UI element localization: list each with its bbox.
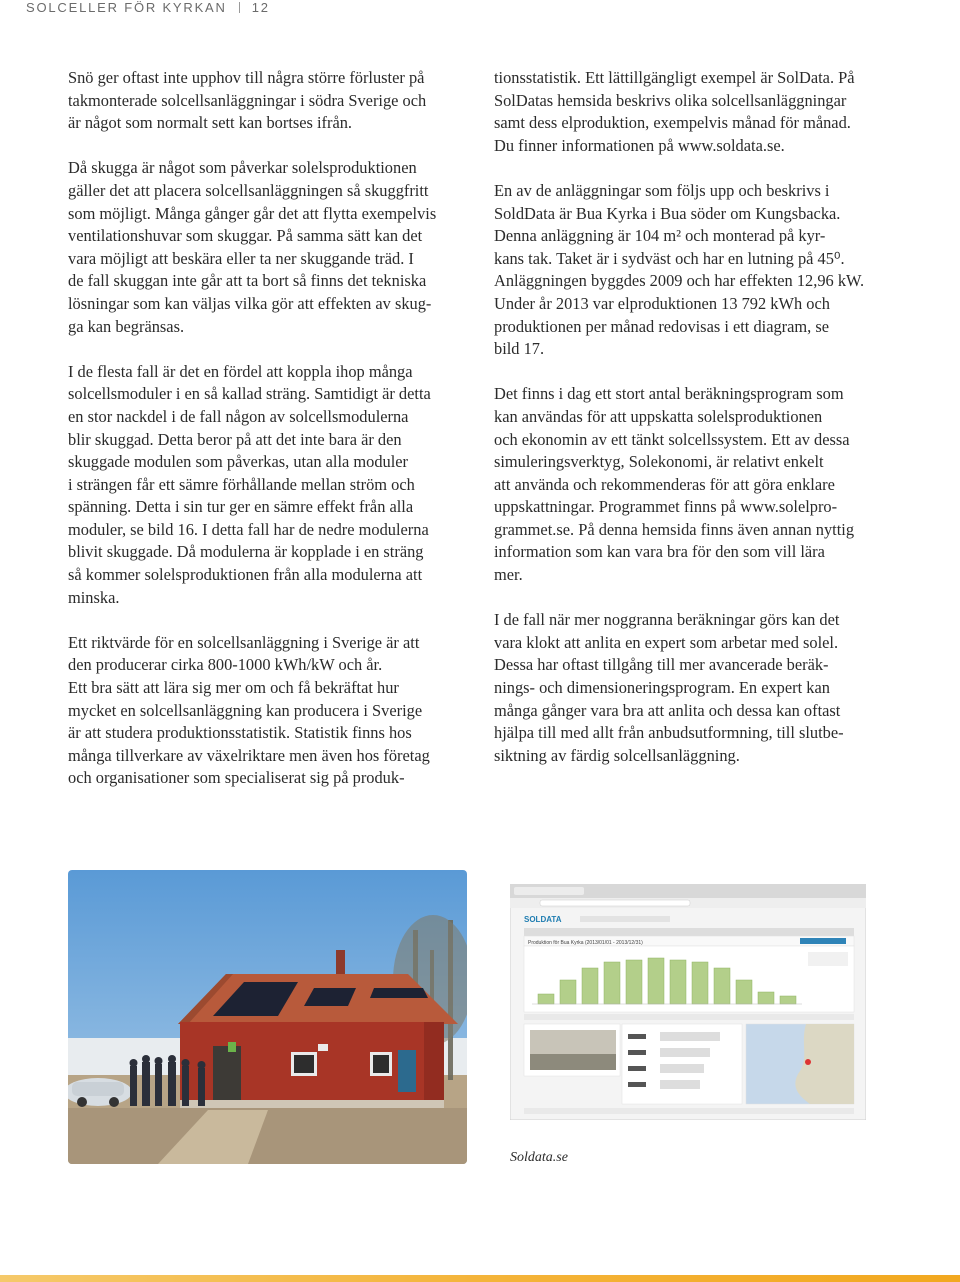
- bottom-accent-bar: [0, 1275, 960, 1282]
- text-line: simuleringsverktyg, Solekonomi, är relativt enkelt: [494, 452, 824, 472]
- text-line: information som kan vara bra för den som vill lära: [494, 542, 825, 562]
- text-line: Ett bra sätt att lära sig mer om och få bekräftat hur: [68, 678, 399, 698]
- text-line: är något som normalt sett kan bortses ifrån.: [68, 113, 353, 133]
- text-line: Snö ger oftast inte upphov till några större förluster på: [68, 68, 425, 87]
- church-illustration: [68, 870, 467, 1164]
- right-paragraph-3: [494, 383, 904, 586]
- text-line: solcellsmoduler i en så kallad sträng. Samtidigt är detta: [68, 384, 431, 404]
- text-line: Då skugga är något som påverkar solelsproduktionen: [68, 158, 417, 178]
- text-line: I de fall när mer noggranna beräkningar görs kan det: [494, 610, 840, 630]
- text-line: blir skuggad. Detta beror på att det inte bara är den: [68, 429, 402, 449]
- text-line: siktning av färdig solcellsanläggning.: [494, 745, 740, 765]
- text-line: en stor nackdel i de fall någon av solcellsmodulerna: [68, 406, 409, 426]
- right-text-column: [494, 67, 904, 790]
- text-line: de fall skuggan inte går att ta bort så finns det tekniska: [68, 271, 427, 291]
- left-paragraph-2: [68, 157, 478, 338]
- left-paragraph-1: [68, 67, 478, 135]
- text-line: Du finner informationen på www.soldata.se.: [494, 135, 785, 155]
- text-line: som möjligt. Många gånger går det att flytta exempelvis: [68, 203, 437, 223]
- text-line: skuggade modulen som påverkas, utan alla moduler: [68, 452, 409, 472]
- text-line: är att studera produktionsstatistik. Statistik finns hos: [68, 723, 412, 743]
- soldata-chart-heading: Produktion för Bua Kyrka (2013/01/01 - 2013/12/31): [528, 940, 643, 946]
- text-line: mer.: [494, 565, 523, 585]
- text-line: SoldData är Bua Kyrka i Bua söder om Kungsbacka.: [494, 203, 841, 223]
- text-line: Under år 2013 var elproduktionen 13 792 kWh och: [494, 293, 830, 313]
- text-line: gäller det att placera solcellsanläggningen så skuggfritt: [68, 180, 429, 200]
- text-line: I de flesta fall är det en fördel att koppla ihop många: [68, 361, 413, 381]
- left-paragraph-3: [68, 361, 478, 610]
- text-line: Det finns i dag ett stort antal beräkningsprogram som: [494, 384, 844, 404]
- text-line: många tillverkare av växelriktare men även hos företag: [68, 745, 430, 765]
- text-line: Dessa har oftast tillgång till mer avancerade beräk-: [494, 655, 829, 675]
- image-caption: Soldata.se: [510, 1150, 568, 1165]
- right-paragraph-4: [494, 609, 904, 767]
- text-line: spänning. Detta i sin tur ger en sämre effekt från alla: [68, 497, 414, 517]
- left-paragraph-4: [68, 632, 478, 790]
- text-line: Anläggningen byggdes 2009 och har effekten 12,96 kW.: [494, 271, 865, 291]
- text-line: blivit skuggade. Då modulerna är kopplade i en sträng: [68, 542, 424, 562]
- header-separator: [239, 2, 240, 13]
- text-line: att använda och rekommenderas för att göra enklare: [494, 474, 835, 494]
- right-paragraph-1: [494, 67, 904, 157]
- text-line: grammet.se. På denna hemsida finns även annan nyttig: [494, 519, 855, 539]
- text-line: nings- och dimensioneringsprogram. En expert kan: [494, 678, 830, 698]
- text-line: hjälpa till med allt från anbudsutformning, till slutbe-: [494, 723, 844, 743]
- text-line: takmonterade solcellsanläggningar i södra Sverige och: [68, 90, 427, 110]
- right-paragraph-2: [494, 180, 904, 361]
- text-line: mycket en solcellsanläggning kan producera i Sverige: [68, 700, 423, 720]
- soldata-logo: SOLDATA: [524, 915, 562, 924]
- text-line: många gånger vara bra att anlita och dessa kan oftast: [494, 700, 841, 720]
- text-line: och organisationer som specialiserat sig på produk-: [68, 768, 405, 788]
- text-line: kans tak. Taket är i sydväst och har en lutning på 45⁰.: [494, 248, 845, 268]
- text-line: Ett riktvärde för en solcellsanläggning i Sverige är att: [68, 632, 420, 652]
- text-line: moduler, se bild 16. I detta fall har de nedre modulerna: [68, 519, 429, 539]
- text-line: lösningar som kan väljas vilka gör att effekten av skug-: [68, 293, 432, 313]
- text-line: minska.: [68, 587, 120, 607]
- text-line: Denna anläggning är 104 m² och monterad på kyr-: [494, 226, 826, 246]
- running-header: [26, 0, 270, 14]
- text-line: bild 17.: [494, 339, 545, 359]
- text-line: SolDatas hemsida beskrivs olika solcellsanläggningar: [494, 90, 847, 110]
- text-line: och ekonomin av ett tänkt solcellssystem. Ett av dessa: [494, 429, 850, 449]
- left-text-column: [68, 67, 478, 813]
- text-line: ga kan begränsas.: [68, 316, 185, 336]
- text-line: så kommer solelsproduktionen från alla modulerna att: [68, 565, 423, 585]
- soldata-website-illustration: [510, 884, 866, 1120]
- text-line: ventilationshuvar som skuggar. På samma sätt kan det: [68, 226, 423, 246]
- text-line: En av de anläggningar som följs upp och beskrivs i: [494, 180, 830, 200]
- text-line: uppskattningar. Programmet finns på www.solelpro-: [494, 497, 838, 517]
- text-line: vara klokt att anlita en expert som arbetar med solel.: [494, 632, 839, 652]
- soldata-screenshot: [510, 884, 866, 1120]
- church-solar-photo: [68, 870, 467, 1164]
- text-line: kan användas för att uppskatta solelsproduktionen: [494, 406, 823, 426]
- page-number: 12: [251, 0, 270, 15]
- text-line: produktionen per månad redovisas i ett diagram, se: [494, 316, 829, 336]
- text-line: i strängen får ett sämre förhållande mellan ström och: [68, 474, 415, 494]
- text-line: vara möjligt att beskära eller ta ner skuggande träd. I: [68, 248, 414, 268]
- text-line: samt dess elproduktion, exempelvis månad för månad.: [494, 113, 851, 133]
- header-title: SOLCELLER FÖR KYRKAN: [26, 0, 227, 15]
- text-line: tionsstatistik. Ett lättillgängligt exempel är SolData. På: [494, 68, 855, 87]
- text-line: den producerar cirka 800-1000 kWh/kW och år.: [68, 655, 383, 675]
